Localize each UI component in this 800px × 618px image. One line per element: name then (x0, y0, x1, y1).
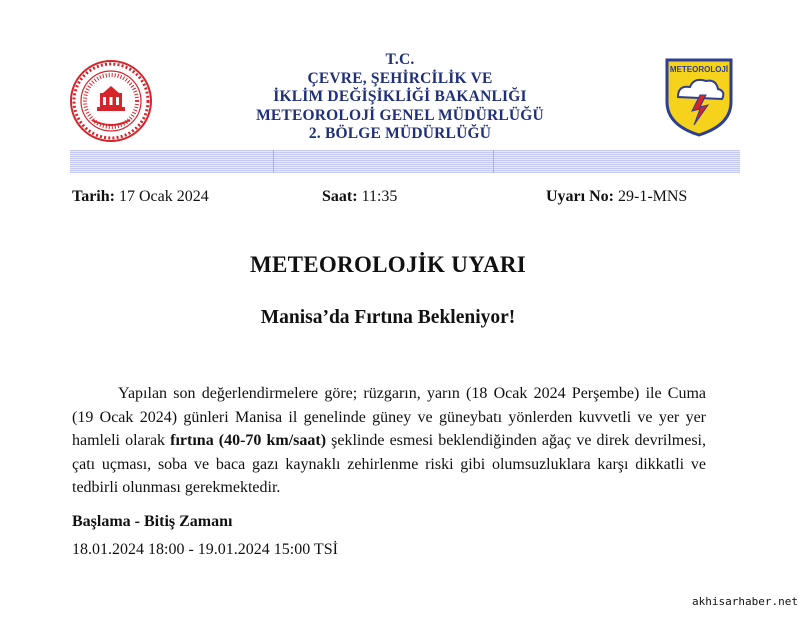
shield-label: METEOROLOJİ (669, 65, 729, 74)
time-value: 11:35 (361, 188, 398, 205)
time-label: Saat: (322, 188, 358, 205)
meteoroloji-logo (664, 57, 734, 137)
watermark-text: akhisarhaber.net (692, 595, 798, 608)
header-line-region: 2. BÖLGE MÜDÜRLÜĞÜ (308, 125, 492, 142)
ministry-header (200, 51, 600, 144)
paragraph-bold-wind: fırtına (40-70 km/saat) (170, 432, 327, 449)
warning-number-label: Uyarı No: (546, 188, 614, 205)
header-line-tc: T.C. (385, 51, 415, 68)
band-divider (273, 150, 274, 173)
period-value: 18.01.2024 18:00 - 19.01.2024 15:00 TSİ (72, 541, 338, 558)
warning-paragraph (72, 382, 706, 500)
ministry-seal-logo (70, 60, 152, 142)
meteoroloji-shield-icon (664, 57, 734, 137)
header-band (70, 150, 740, 173)
ministry-seal-icon (70, 60, 152, 142)
date-value: 17 Ocak 2024 (118, 188, 209, 205)
date-label: Tarih: (72, 188, 115, 205)
warning-number-field (546, 188, 687, 206)
document-title: METEOROLOJİK UYARI (249, 252, 527, 277)
paragraph-text-1: Yapılan son değerlendirmelere göre; rüzgarın, yarın (18 Ocak 2024 Perşembe) ile Cuma (19 Ocak 2024) günleri Manisa il genelinde güney ve güneybatı yönlerden kuvvetli ve yer yer hamleli olarak (72, 385, 706, 449)
paragraph-text-2: şeklinde esmesi beklendiğinden ağaç ve direk devrilmesi, çatı uçması, soba ve baca gazı kaynaklı zehirlenme riski gibi olumsuzluklara karşı dikkatli ve tedbirli olunması gerekmektedir. (72, 432, 707, 496)
date-field (72, 188, 209, 206)
warning-number-value: 29-1-MNS (617, 188, 688, 205)
band-divider (493, 150, 494, 173)
header-line-directorate: METEOROLOJİ GENEL MÜDÜRLÜĞÜ (256, 106, 544, 124)
period-heading: Başlama - Bitiş Zamanı (72, 513, 233, 530)
header-line-ministry-2: İKLİM DEĞİŞİKLİĞİ BAKANLIĞI (273, 88, 527, 105)
time-field (322, 188, 397, 206)
header-line-ministry-1: ÇEVRE, ŞEHİRCİLİK VE (307, 69, 493, 87)
document-subtitle: Manisa’da Fırtına Bekleniyor! (260, 307, 516, 328)
